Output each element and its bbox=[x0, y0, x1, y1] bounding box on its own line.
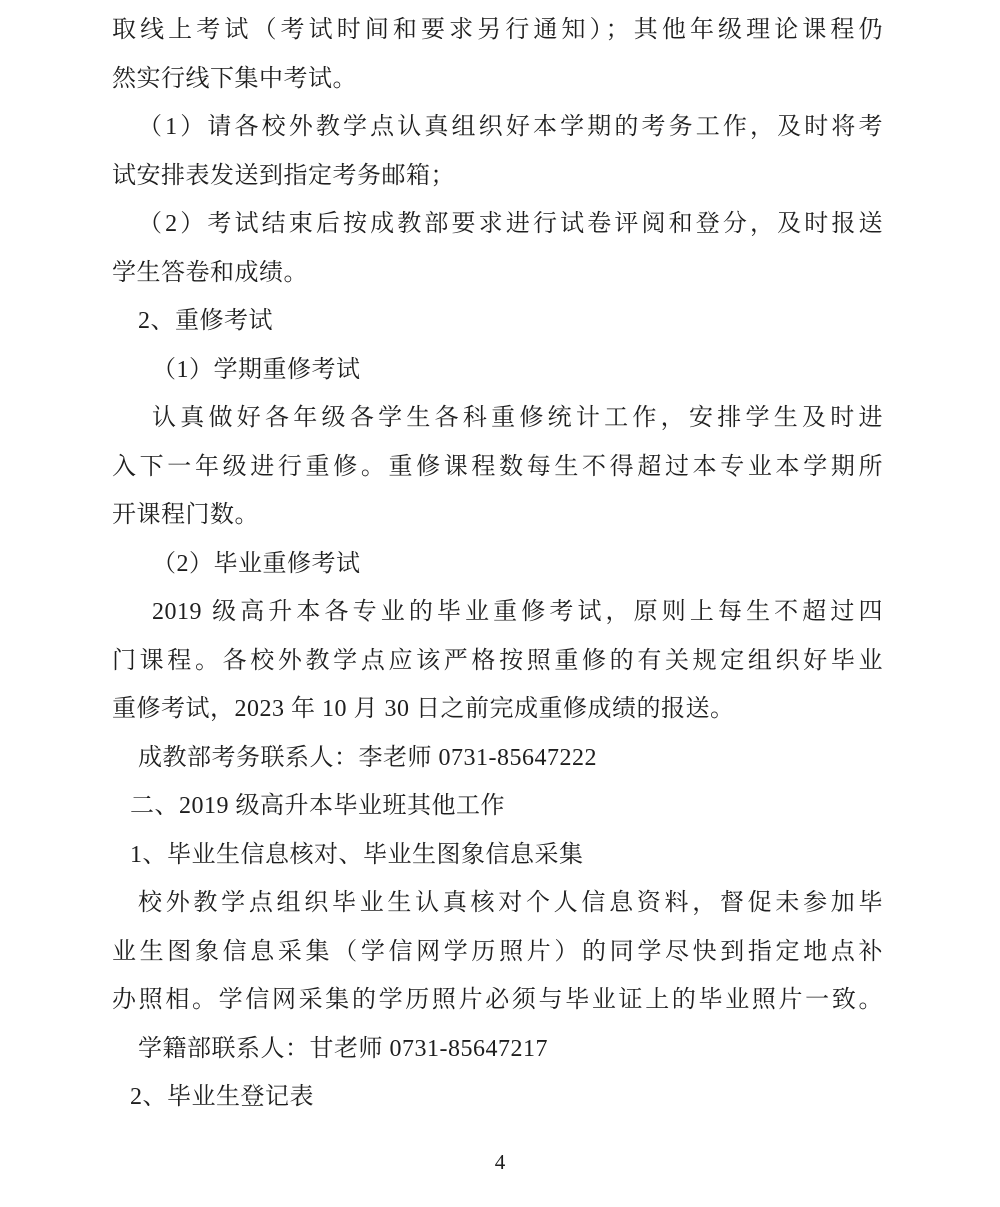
document-line: 试安排表发送到指定考务邮箱； bbox=[112, 162, 455, 189]
document-line: 重修考试，2023 年 10 月 30 日之前完成重修成绩的报送。 bbox=[112, 696, 735, 722]
document-line: 2、毕业生登记表 bbox=[130, 1084, 314, 1110]
page-footer bbox=[0, 1150, 1000, 1175]
document-line: 取线上考试（考试时间和要求另行通知）；其他年级理论课程仍 bbox=[112, 17, 883, 43]
document-line: 学籍部联系人：甘老师 0731-85647217 bbox=[138, 1035, 548, 1062]
document-line: 2、重修考试 bbox=[138, 308, 273, 334]
document-line: 认真做好各年级各学生各科重修统计工作，安排学生及时进 bbox=[152, 405, 883, 431]
document-line: 开课程门数。 bbox=[112, 502, 259, 528]
document-line: 校外教学点组织毕业生认真核对个人信息资料，督促未参加毕 bbox=[138, 890, 883, 916]
document-line: （1）请各校外教学点认真组织好本学期的考务工作，及时将考 bbox=[138, 114, 883, 140]
document-line: 入下一年级进行重修。重修课程数每生不得超过本专业本学期所 bbox=[112, 453, 883, 480]
document-line: 成教部考务联系人：李老师 0731-85647222 bbox=[138, 744, 597, 771]
page-number: 4 bbox=[494, 1150, 506, 1174]
document-line: 业生图象信息采集（学信网学历照片）的同学尽快到指定地点补 bbox=[112, 938, 883, 965]
document-line: 1、毕业生信息核对、毕业生图象信息采集 bbox=[130, 841, 584, 868]
document-line: 然实行线下集中考试。 bbox=[112, 65, 357, 92]
document-line: （2）毕业重修考试 bbox=[152, 550, 361, 577]
document-body bbox=[112, 6, 883, 1122]
document-line: （1）学期重修考试 bbox=[152, 356, 361, 383]
document-line: 二、2019 级高升本毕业班其他工作 bbox=[130, 793, 505, 819]
document-line: 学生答卷和成绩。 bbox=[112, 259, 308, 286]
document-line: 2019 级高升本各专业的毕业重修考试，原则上每生不超过四 bbox=[152, 599, 883, 625]
document-line: 办照相。学信网采集的学历照片必须与毕业证上的毕业照片一致。 bbox=[112, 987, 883, 1013]
document-line: 门课程。各校外教学点应该严格按照重修的有关规定组织好毕业 bbox=[112, 647, 883, 674]
document-line: （2）考试结束后按成教部要求进行试卷评阅和登分，及时报送 bbox=[138, 211, 883, 237]
